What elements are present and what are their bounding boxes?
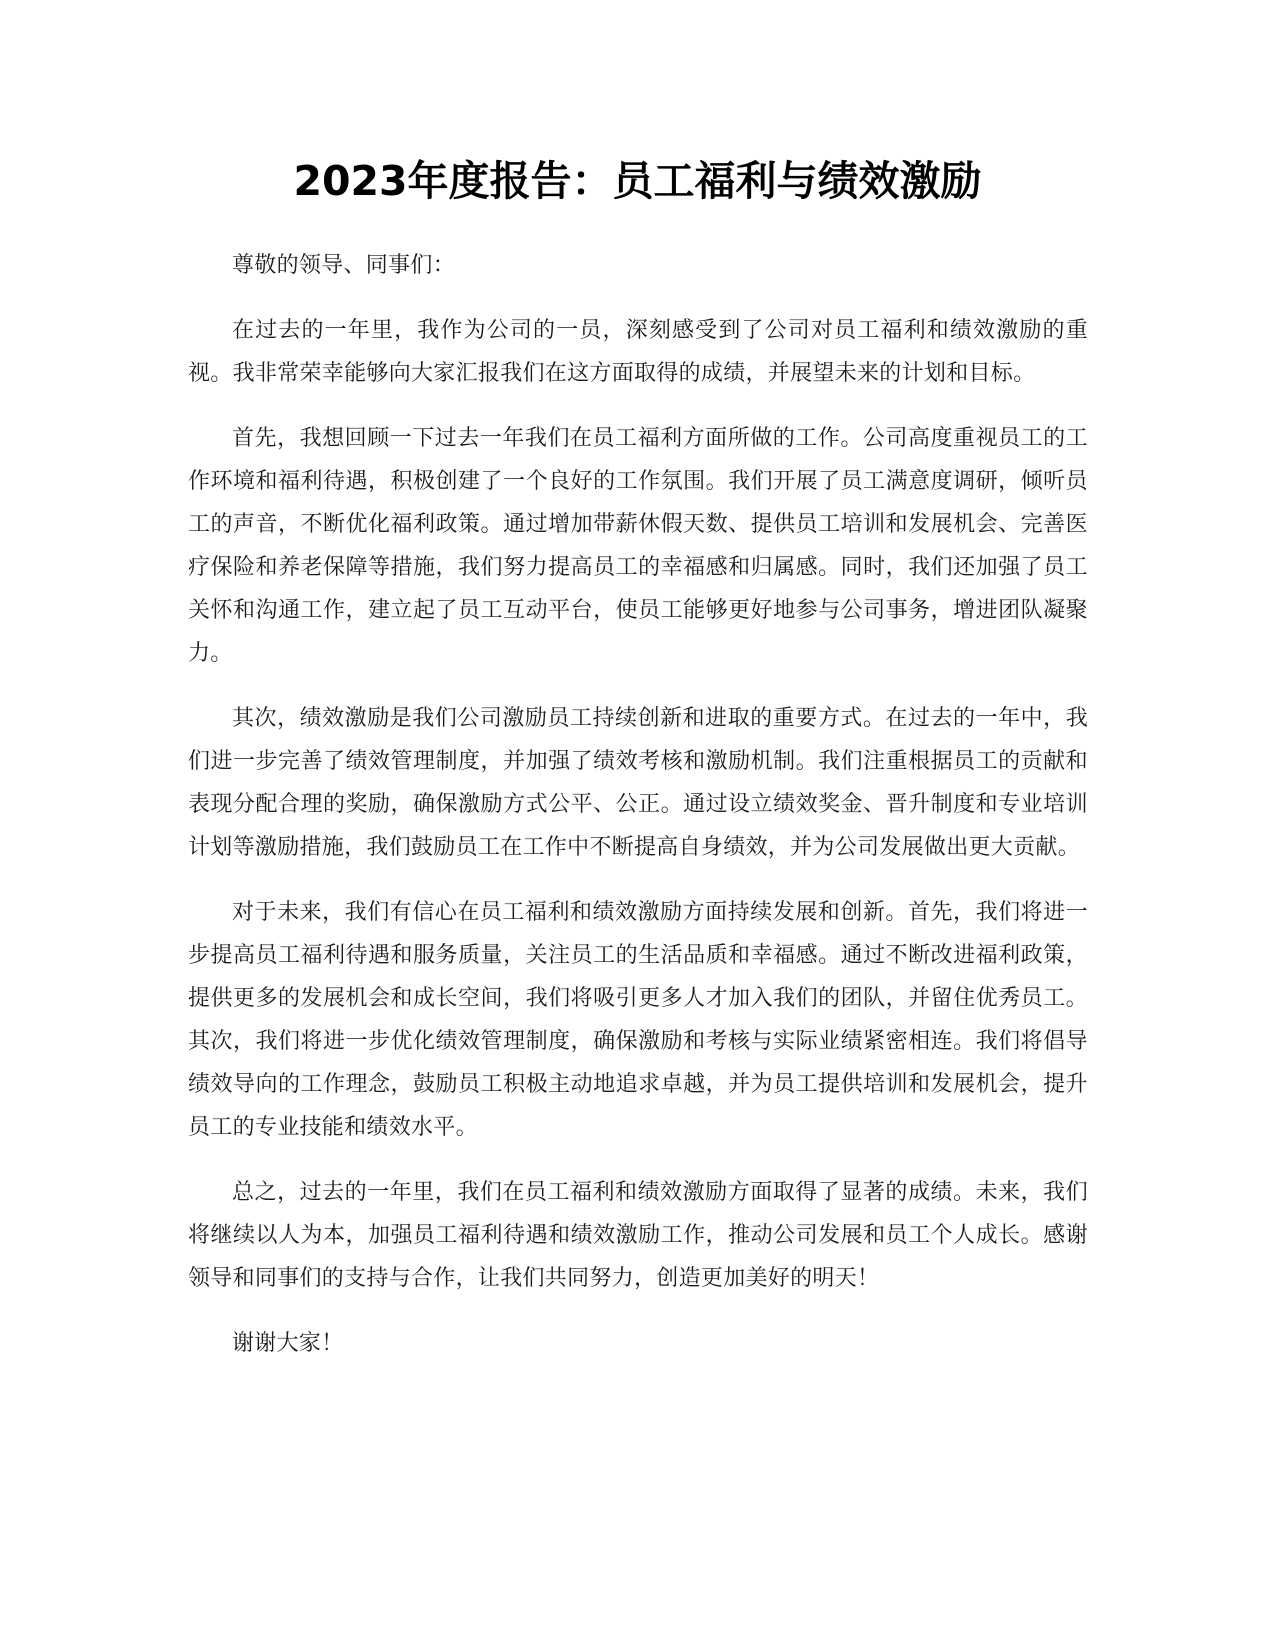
paragraph-summary: 总之，过去的一年里，我们在员工福利和绩效激励方面取得了显著的成绩。未来，我们将继续以人为本，加强员工福利待遇和绩效激励工作，推动公司发展和员工个人成长。感谢领导和同事们的支持与合作，让我们共同努力，创造更加美好的明天！: [188, 1180, 1088, 1291]
salutation: 尊敬的领导、同事们：: [232, 253, 456, 278]
closing-remark: 谢谢大家！: [232, 1331, 344, 1356]
document-body: [188, 244, 1088, 1365]
paragraph-welfare-review: 首先，我想回顾一下过去一年我们在员工福利方面所做的工作。公司高度重视员工的工作环境和福利待遇，积极创建了一个良好的工作氛围。我们开展了员工满意度调研，倾听员工的声音，不断优化福利政策。通过增加带薪休假天数、提供员工培训和发展机会、完善医疗保险和养老保障等措施，我们努力提高员工的幸福感和归属感。同时，我们还加强了员工关怀和沟通工作，建立起了员工互动平台，使员工能够更好地参与公司事务，增进团队凝聚力。: [188, 426, 1088, 666]
paragraph-performance-incentive: 其次，绩效激励是我们公司激励员工持续创新和进取的重要方式。在过去的一年中，我们进一步完善了绩效管理制度，并加强了绩效考核和激励机制。我们注重根据员工的贡献和表现分配合理的奖励，确保激励方式公平、公正。通过设立绩效奖金、晋升制度和专业培训计划等激励措施，我们鼓励员工在工作中不断提高自身绩效，并为公司发展做出更大贡献。: [188, 706, 1088, 860]
paragraph-future-plan: 对于未来，我们有信心在员工福利和绩效激励方面持续发展和创新。首先，我们将进一步提高员工福利待遇和服务质量，关注员工的生活品质和幸福感。通过不断改进福利政策，提供更多的发展机会和成长空间，我们将吸引更多人才加入我们的团队，并留住优秀员工。其次，我们将进一步优化绩效管理制度，确保激励和考核与实际业绩紧密相连。我们将倡导绩效导向的工作理念，鼓励员工积极主动地追求卓越，并为员工提供培训和发展机会，提升员工的专业技能和绩效水平。: [188, 900, 1088, 1140]
paragraph-intro: 在过去的一年里，我作为公司的一员，深刻感受到了公司对员工福利和绩效激励的重视。我非常荣幸能够向大家汇报我们在这方面取得的成绩，并展望未来的计划和目标。: [188, 318, 1088, 386]
document-title: 2023年度报告：员工福利与绩效激励: [293, 157, 982, 205]
